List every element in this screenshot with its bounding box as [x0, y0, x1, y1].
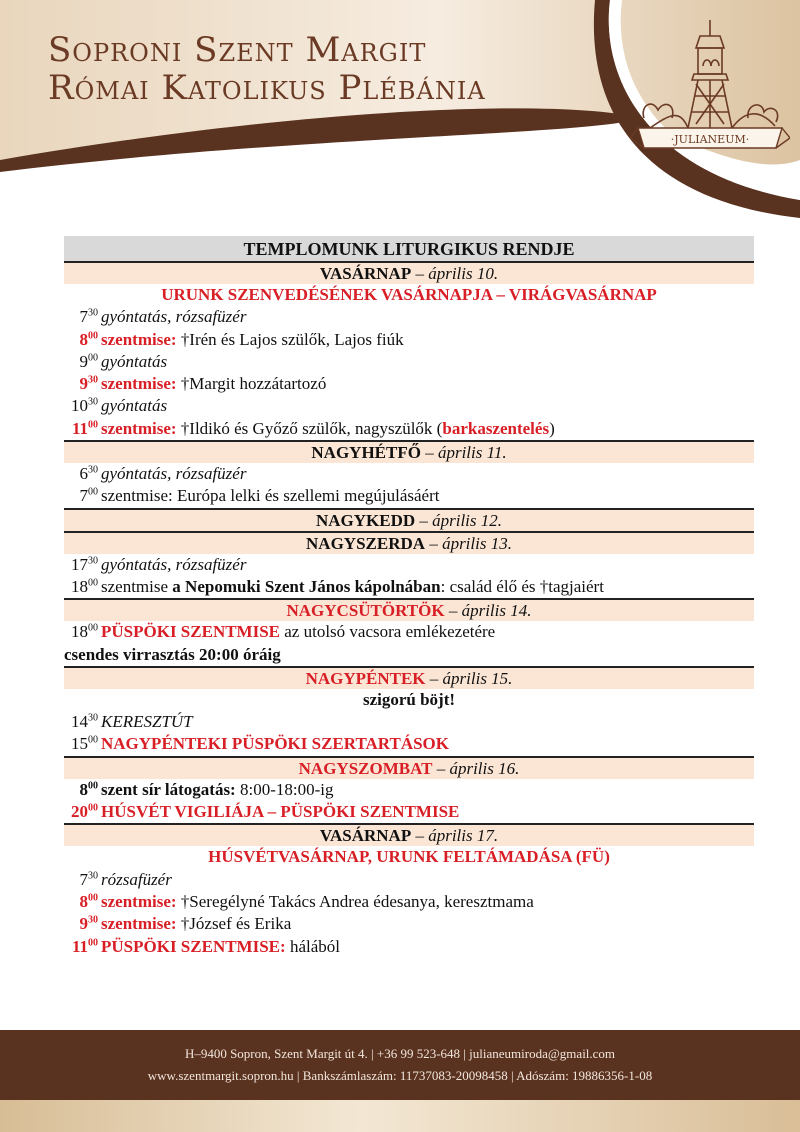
time: $9^{00}$ — [79, 351, 98, 371]
footer — [0, 1030, 800, 1100]
event-label: szentmise: — [101, 329, 177, 349]
event-text: †Seregélyné Takács Andrea édesanya, keresztmama — [176, 891, 534, 911]
day-header — [64, 823, 754, 846]
schedule-title: TEMPLOMUNK LITURGIKUS RENDJE — [64, 236, 754, 261]
event-highlight: barkaszentelés — [442, 418, 550, 438]
event-text: †Irén és Lajos szülők, Lajos fiúk — [176, 329, 404, 349]
event-text-end: ) — [549, 418, 555, 438]
event-text-end: : család élő és †tagjaiért — [440, 576, 604, 596]
event-text: hálából — [285, 936, 340, 956]
event-highlight: HÚSVÉT VIGILIÁJA – PÜSPÖKI SZENTMISE — [101, 802, 460, 822]
time: $7^{30}$ — [79, 869, 98, 889]
time: $18^{00}$ — [71, 622, 98, 642]
time: $11^{00}$ — [71, 936, 98, 956]
event-text: gyóntatás, rózsafüzér — [101, 554, 247, 574]
event-text: rózsafüzér — [101, 869, 172, 889]
feast-title: HÚSVÉTVASÁRNAP, URUNK FELTÁMADÁSA (FÜ) — [208, 847, 610, 867]
schedule-row — [64, 936, 754, 958]
bell-tower-icon — [630, 14, 790, 164]
day-header — [64, 508, 754, 531]
schedule-row — [64, 554, 754, 576]
event-label: szentmise: — [101, 374, 177, 394]
day-name: NAGYKEDD — [315, 510, 416, 530]
day-date: – április 12. — [415, 510, 503, 530]
event-text: gyóntatás — [101, 351, 168, 371]
day-date: – április 10. — [411, 264, 499, 283]
event-text: †Margit hozzátartozó — [176, 374, 327, 394]
time: $8^{00}$ — [79, 891, 98, 911]
schedule-row — [64, 306, 754, 328]
time: $20^{00}$ — [71, 802, 98, 822]
time: $7^{00}$ — [79, 486, 98, 506]
day-date: – április 16. — [432, 758, 520, 778]
event-text: az utolsó vacsora emlékezetére — [280, 622, 496, 642]
event-text: †József és Erika — [176, 914, 292, 934]
schedule-row — [64, 779, 754, 801]
parish-name-line2: Római Katolikus Plébánia — [48, 68, 486, 108]
footer-decorative-strip — [0, 1100, 800, 1132]
liturgy-schedule — [64, 236, 754, 958]
day-header — [64, 440, 754, 463]
day-date: – április 14. — [444, 601, 532, 621]
event-text: †Ildikó és Győző szülők, nagyszülők ( — [176, 418, 443, 438]
schedule-row — [64, 418, 754, 440]
schedule-row — [64, 329, 754, 351]
schedule-row — [64, 711, 754, 733]
time: $14^{30}$ — [71, 712, 98, 732]
schedule-row — [64, 576, 754, 598]
day-header — [64, 666, 754, 689]
event-text: KERESZTÚT — [101, 712, 193, 732]
schedule-row — [64, 621, 754, 643]
event-label: szentmise: — [101, 891, 177, 911]
day-header — [64, 261, 754, 284]
event-text: gyóntatás — [101, 396, 168, 416]
feast-title: URUNK SZENVEDÉSÉNEK VASÁRNAPJA – VIRÁGVASÁRNAP — [161, 285, 657, 304]
day-header — [64, 756, 754, 779]
event-text: csendes virrasztás 20:00 óráig — [64, 644, 281, 664]
time: $6^{30}$ — [79, 464, 98, 484]
time: $7^{30}$ — [79, 307, 98, 327]
schedule-row — [64, 869, 754, 891]
time: $9^{30}$ — [79, 374, 98, 394]
day-date: – április 13. — [425, 533, 512, 553]
event-text: gyóntatás, rózsafüzér — [101, 464, 247, 484]
day-name: NAGYHÉTFŐ — [311, 443, 421, 463]
day-name: VASÁRNAP — [319, 826, 412, 846]
schedule-row — [64, 913, 754, 935]
time: $11^{00}$ — [71, 418, 98, 438]
event-highlight: PÜSPÖKI SZENTMISE — [101, 622, 281, 642]
day-name: VASÁRNAP — [319, 264, 412, 283]
day-date: – április 11. — [420, 443, 507, 463]
day-name: NAGYCSÜTÖRTÖK — [286, 601, 445, 621]
day-date: – április 15. — [425, 668, 513, 688]
schedule-row — [64, 644, 754, 666]
schedule-row — [64, 801, 754, 823]
event-text: gyóntatás, rózsafüzér — [101, 307, 247, 327]
event-label: szent sír látogatás: — [101, 779, 236, 799]
event-label: szentmise: — [101, 418, 177, 438]
time: $17^{30}$ — [71, 554, 98, 574]
schedule-row — [64, 463, 754, 485]
schedule-row — [64, 485, 754, 507]
logo-text: ·JULIANEUM· — [670, 133, 750, 146]
schedule-row — [64, 733, 754, 755]
time: $15^{00}$ — [71, 734, 98, 754]
parish-name-line1: Soproni Szent Margit — [48, 30, 427, 70]
fasting-note: szigorú böjt! — [362, 689, 456, 709]
event-label: szentmise: — [101, 914, 177, 934]
footer-contact: H–9400 Sopron, Szent Margit út 4. | +36 99 523-648 | julianeumiroda@gmail.com — [184, 1046, 616, 1061]
schedule-row — [64, 395, 754, 417]
event-location: a Nepomuki Szent János kápolnában — [172, 576, 441, 596]
event-highlight: NAGYPÉNTEKI PÜSPÖKI SZERTARTÁSOK — [101, 734, 449, 754]
footer-bank-info: www.szentmargit.sopron.hu | Bankszámlaszám: 11737083-20098458 | Adószám: 19886356-1-08 — [147, 1068, 653, 1083]
day-name: NAGYSZERDA — [306, 533, 426, 553]
event-text: szentmise — [101, 576, 173, 596]
event-text: 8:00-18:00-ig — [235, 779, 334, 799]
event-text: szentmise: Európa lelki és szellemi megújulásáért — [101, 486, 440, 506]
time: $8^{00}$ — [79, 779, 98, 799]
day-header — [64, 531, 754, 554]
schedule-row — [64, 373, 754, 395]
time: $8^{00}$ — [79, 329, 98, 349]
time: $9^{30}$ — [79, 914, 98, 934]
time: $10^{30}$ — [71, 396, 98, 416]
day-name: NAGYSZOMBAT — [298, 758, 433, 778]
day-header — [64, 598, 754, 621]
day-date: – április 17. — [411, 826, 499, 846]
schedule-row — [64, 351, 754, 373]
time: $18^{00}$ — [71, 576, 98, 596]
day-name: NAGYPÉNTEK — [305, 668, 426, 688]
event-label: PÜSPÖKI SZENTMISE: — [101, 936, 286, 956]
schedule-row — [64, 891, 754, 913]
